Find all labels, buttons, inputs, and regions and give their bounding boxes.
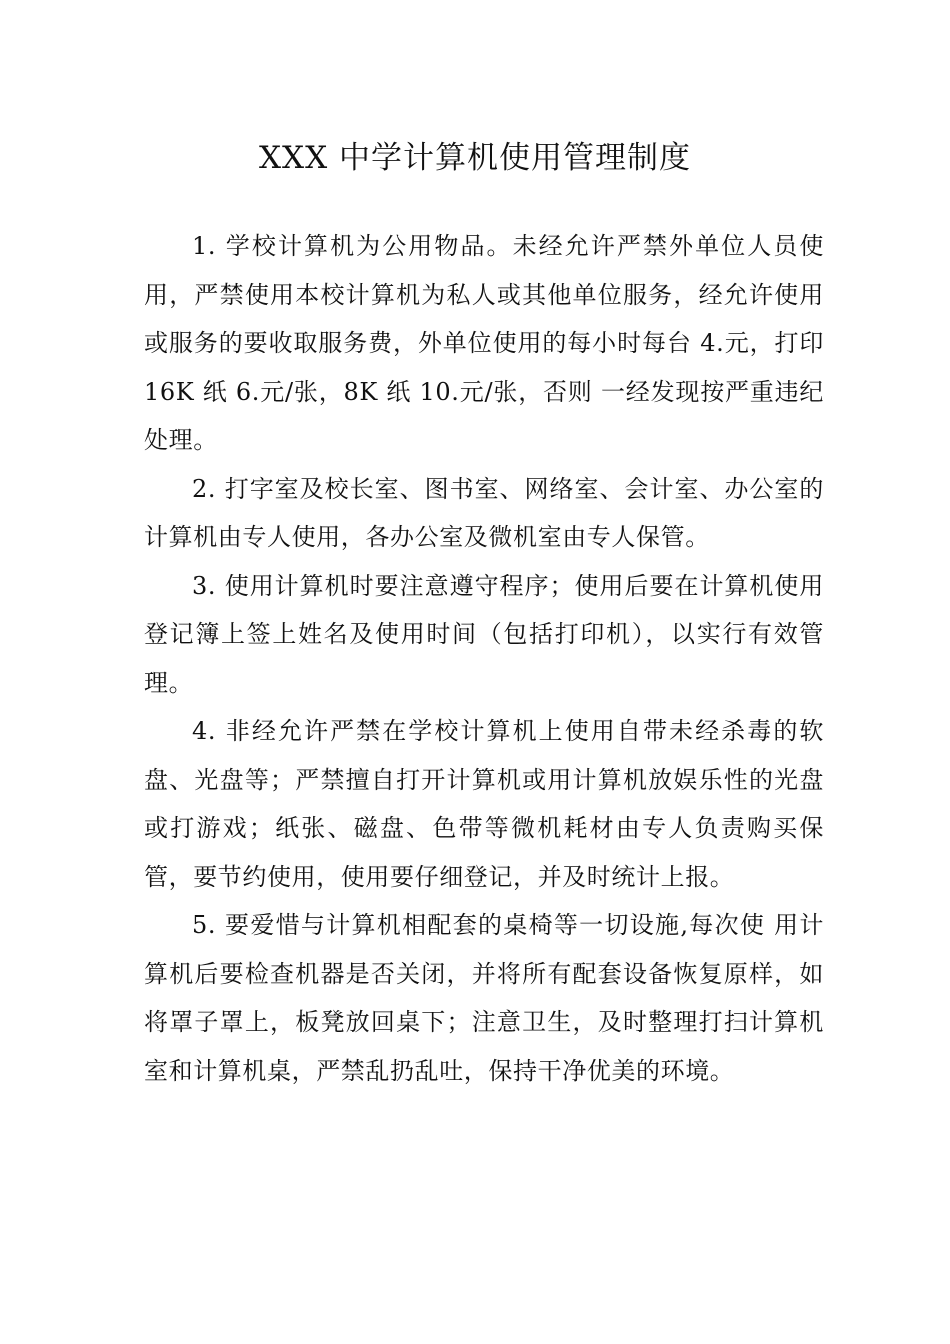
rule-paragraph-2: 2. 打字室及校长室、图书室、网络室、会计室、办公室的计算机由专人使用，各办公室及微机室由专人保管。 xyxy=(144,474,824,551)
rule-paragraph-5: 5. 要爱惜与计算机相配套的桌椅等一切设施,每次使 用计算机后要检查机器是否关闭，并将所有配套设备恢复原样，如将罩子罩上，板凳放回桌下；注意卫生，及时整理打扫计算机室和计算机桌，严禁乱扔乱吐，保持干净优美的环境。 xyxy=(144,911,824,1085)
document-body xyxy=(144,222,824,1095)
rule-paragraph-4: 4. 非经允许严禁在学校计算机上使用自带未经杀毒的软盘、光盘等；严禁擅自打开计算机或用计算机放娱乐性的光盘或打游戏；纸张、磁盘、色带等微机耗材由专人负责购买保管，要节约使用，使用要仔细登记，并及时统计上报。 xyxy=(144,717,824,891)
rule-paragraph-1: 1. 学校计算机为公用物品。未经允许严禁外单位人员使用，严禁使用本校计算机为私人或其他单位服务，经允许使用或服务的要收取服务费，外单位使用的每小时每台 4.元，打印 16K 纸 6.元/张，8K 纸 10.元/张，否则 一经发现按严重违纪处理。 xyxy=(144,232,824,454)
document-title: XXX 中学计算机使用管理制度 xyxy=(258,140,692,176)
rule-paragraph-3: 3. 使用计算机时要注意遵守程序；使用后要在计算机使用登记簿上签上姓名及使用时间（包括打印机），以实行有效管理。 xyxy=(144,571,824,697)
